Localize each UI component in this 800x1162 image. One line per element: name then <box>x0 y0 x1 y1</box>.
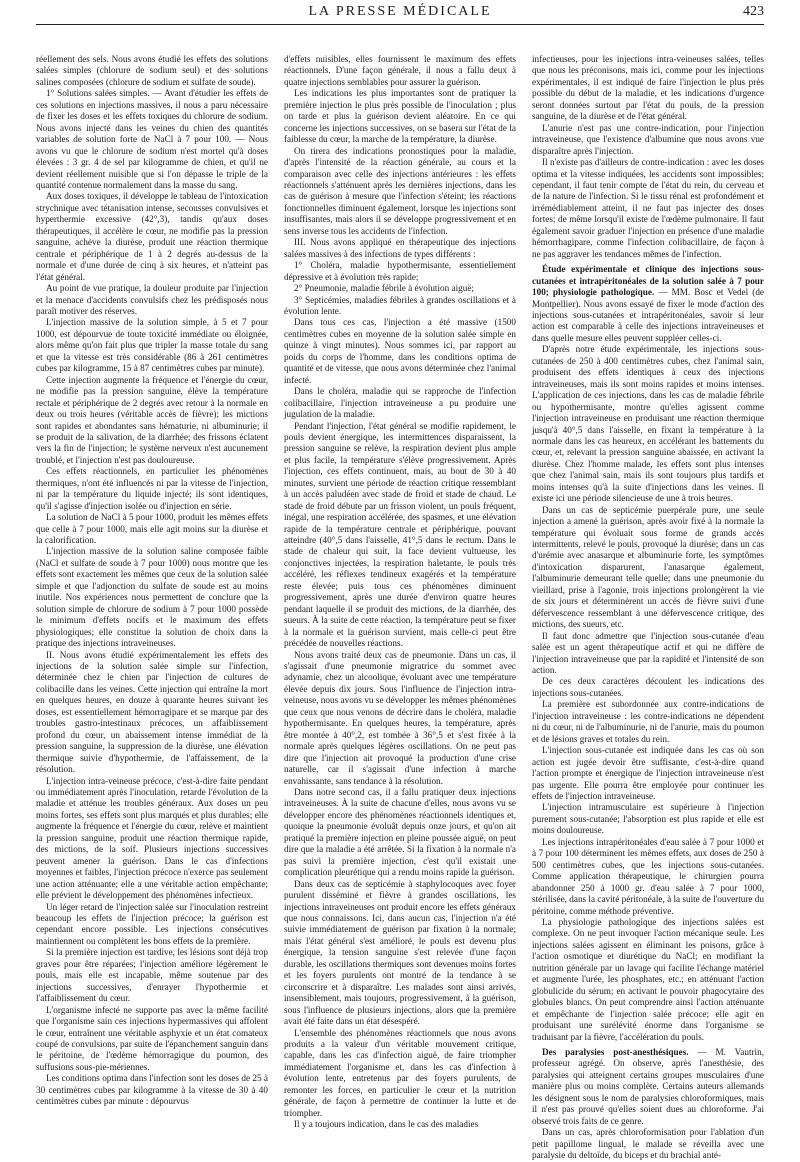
paragraph: L'injection intra-veineuse précoce, c'est-à-dire faite pendant ou immédiatement après l'inoculation, retarde l'évolution de la maladie et atténue les troubles généraux. Aux doses un peu moins fortes, ses effets sont plus marqués et plus durables; elle augmente la fréquence et l'énergie du cœur, relève et maintient la pression sanguine, produit une réaction thermique rapide, des mictions, de la soif. Plusieurs injections successives peuvent amener la guérison. Dans le cas d'infections moyennes et faibles, l'injection précoce n'exerce pas seulement une action atténuante; elle a une véritable action empêchante; elle prévient le développement des phénomènes infectieux. <box>36 775 268 901</box>
paragraph: Cette injection augmente la fréquence et l'énergie du cœur, ne modifie pas la pression sanguine, élève la température rectale et périphérique de 2 degrés avec retour à la normale en deux ou trois heures (véritable accès de fièvre); les mictions sont rapides et abondantes sans hématurie, ni albuminurie; il se produit de la salivation, de la diarrhée; des frissons éclatent vers la fin de l'injection; le système nerveux n'est aucunement troublé, et l'injection n'est pas douloureuse. <box>36 374 268 465</box>
paragraph: Dans un cas de septicémie puerpérale pure, une seule injection a amené la guérison, après avoir fixé à la normale la température qui évoluait sous forme de grands accès intermittents, relevé le pouls, provoqué la diurèse; dans un cas d'urémie avec anasarque et albuminurie forte, les symptômes d'intoxication disparurent, l'anasarque également, l'albuminurie demeurant telle quelle; dans une pneumonie du vieillard, prise à l'agonie, trois injections prolongèrent la vie de six jours et déterminèrent un accès de fièvre suivi d'une défervescence ressemblant à une défervescence critique, des mictions, des sueurs, etc. <box>532 504 764 630</box>
paragraph: La physiologie pathologique des injections salées est complexe. On ne peut invoquer l'action mécanique seule. Les injections salées agissent en éliminant les poisons, grâce à l'action osmotique et diurétique du NaCl; en modifiant la nutrition générale par un lavage qui facilite l'échange matériel et augmente l'urée, les phosphates, etc.; en atténuant l'action globulicide du sérum; en activant le pouvoir phagocytaire des globules blancs. On peut comprendre ainsi l'action atténuante et empêchante de l'injection salée précoce; elle agit en produisant une surélévité énorme dans l'organisme se traduisant par la fièvre, l'accélération du pouls. <box>532 916 764 1042</box>
paragraph: Au point de vue pratique, la douleur produite par l'injection et la menace d'accidents convulsifs chez les prédisposés nous paraît motiver des réserves. <box>36 283 268 316</box>
paragraph: Étude expérimentale et clinique des injections sous-cutanées et intrapéritonéales de la solution salée à 7 pour 100; physiologie pathologique. — MM. Bosc et Vedel (de Montpellier). Nous avons essayé de fixer le mode d'action des injections sous-cutanées et intrapéritonéales, savoir si leur action est comparable à celle des injections intraveineuses et dans quelle mesure elles peuvent suppléer celles-ci. <box>532 264 764 343</box>
paragraph: Il y a toujours indication, dans le cas des maladies <box>294 1119 479 1130</box>
paragraph: L'ensemble des phénomènes réactionnels que nous avons produits a la valeur d'un véritable mouvement critique, capable, dans les cas d'infection aiguë, de faire triompher immédiatement l'organisme et, dans les cas d'infection à évolution lente, entretenus par des foyers purulents, de remonter les forces, en particulier le cœur et la nutrition générale, de façon à permettre de continuer la lutte et de triompher. <box>284 1027 516 1118</box>
header-rule <box>36 24 764 25</box>
paragraph: 2° Pneumonie, maladie fébrile à évolution aiguë; <box>294 283 474 294</box>
paragraph: Aux doses toxiques, il développe le tableau de l'intoxication strychnique avec tétanisation intense, secousses convulsives et hyperthermie excessive (42°,3), tandis qu'aux doses thérapeutiques, il accélère le cœur, ne modifie pas la pression sanguine, achève la diurèse, produit une réaction thermique centrale et périphérique de 1 à 2 degrés au-dessus de la normale et d'une durée de cinq à six heures, et n'atteint pas l'état général. <box>36 191 268 282</box>
paragraph: Dans notre second cas, il a fallu pratiquer deux injections intraveineuses. À la suite de chacune d'elles, nous avons vu se développer encore des phénomènes réactionnels identiques et, quoique la pneumonie évoluât depuis onze jours, et qu'on ait pratiqué la première injection en pleine poussée aiguë, on peut dire que la maladie a été arrêtée. Si la fixation à la normale n'a pas suivi la première injection, c'est qu'il existait une complication pleurétique qui a rendu moins rapide la guérison. <box>284 787 516 878</box>
paragraph: III. Nous avons appliqué en thérapeutique des injections salées massives à des infections de types différents : <box>284 237 516 259</box>
paragraph: Ces effets réactionnels, en particulier les phénomènes thermiques, n'ont été influencés ni par la vitesse de l'injection, ni par la température du liquide injecté; ils sont identiques, qu'il s'agisse d'injection isolée ou d'injection en série. <box>36 466 268 511</box>
paragraph: infectieuses, pour les injections intra-veineuses salées, telles que nous les préconisons, mais ici, comme pour les injections expérimentales, il est indiqué de faire l'injection le plus près possible du début de la maladie, et les indications d'urgence seront données surtout par l'état du pouls, de la pression sanguine, de la diurèse et de l'état général. <box>532 54 764 122</box>
paragraph: Nous avons traité deux cas de pneumonie. Dans un cas, il s'agissait d'une pneumonie migratrice du sommet avec adynamie, chez un alcoolique, évoluant avec une température élevée depuis dix jours. Sous l'influence de l'injection intra-veineuse, nous avons vu se développer les mêmes phénomènes que ceux que nous venons de décrire dans le choléra, maladie hypothermisante. En quelques heures, la température, après être montée à 40°,2, est tombée à 36°,5 et s'est fixée à la normale après quelques légères oscillations. On ne peut pas dire que l'injection ait provoqué la production d'une crise naturelle, car il s'agissait d'une infection à marche envahissante, sans tendance à la résolution. <box>284 649 516 786</box>
paragraph: Dans deux cas de septicémie à staphylocoques avec foyer purulent disséminé et fièvre à grandes oscillations, les injections intraveineuses ont produit encore les effets généraux que nous connaissons. Ici, dans aucun cas, l'injection n'a été suivie immédiatement de guérison par fixation à la normale; mais l'état général s'est amélioré, le pouls est devenu plus énergique, la tension sanguine s'est relevée d'une façon durable, les oscillations thermiques sont devenues moins fortes et les foyers purulents ont montré de la tendance à se circonscrire et à disparaître. Les malades sont ainsi arrivés, insensiblement, mais toujours, progressivement, à la guérison, sous l'influence de plusieurs injections, alors que la première avait été faite dans un état désespéré. <box>284 878 516 1027</box>
text-column-right <box>532 54 764 1161</box>
paragraph: L'organisme infecté ne supporte pas avec la même facilité que l'organisme sain ces injections hypermassives qui affolent le cœur, entraînent une véritable asphyxie et un état comateux coupé de convulsions, par suite de l'épanchement sanguin dans le péritoine, de l'œdème hémorragique du poumon, des suffusions sous-pie-mériennes. <box>36 1004 268 1072</box>
paragraph: 3° Septicémies, maladies fébriles à grandes oscillations et à évolution lente. <box>284 294 516 316</box>
paragraph: 1° Solutions salées simples. — Avant d'étudier les effets de ces solutions en injections massives, il nous a paru nécessaire de fixer les doses et les effets toxiques du chlorure de sodium. Nous avons injecté dans les veines du chien des quantités variables de solution forte de NaCl à 7 pour 100. — Nous avons vu que le chlorure de sodium n'est mortel qu'à doses élevées : 3 gr. 4 de sel par kilogramme de chien, et qu'il ne devient réellement nuisible que si l'on dépasse le triple de la quantité contenue normalement dans la masse du sang. <box>36 88 268 190</box>
paragraph: d'effets nuisibles, elles fournissent le maximum des effets réactionnels. D'une façon générale, il nous a fallu deux à quatre injections semblables pour assurer la guérison. <box>284 54 516 87</box>
paragraph: La première est subordonnée aux contre-indications de l'injection intraveineuse : les contre-indications ne dépendent ni du cœur, ni de l'albuminurie, ni de l'anurie, mais du poumon et de lésions graves et totales du rein. <box>532 699 764 744</box>
paragraph: L'injection intramusculaire est supérieure à l'injection purement sous-cutanée; l'absorption est plus rapide et elle est moins douloureuse. <box>532 802 764 836</box>
paragraph: Dans tous ces cas, l'injection a été massive (1500 centimètres cubes en moyenne de la solution salée simple en quinze à vingt minutes). Nous sommes ici, par rapport au poids du corps de l'homme, dans les conditions optima de quantité et de vitesse, que nous avons déterminée chez l'animal infecté. <box>284 317 516 385</box>
paragraph: Dans le choléra, maladie qui se rapproche de l'infection colibacillaire, l'injection intraveineuse a pu produire une jugulation de la maladie. <box>284 386 516 420</box>
paragraph: Dans un cas, après chloroformisation pour l'ablation d'un petit papillome lingual, le malade se réveilla avec une paralysie du deltoïde, du biceps et du brachial anté- <box>532 1127 764 1161</box>
paragraph: L'anurie n'est pas une contre-indication, pour l'injection intraveineuse, que l'existence d'albumine que nous avons vue disparaître après l'injection. <box>532 122 764 156</box>
paragraph: Si la première injection est tardive, les lésions sont déjà trop graves pour être réparées; l'injection améliore légèrement le pouls, mais elle est incapable, même soutenue par des injections successives, d'enrayer l'hypothermie et l'affaiblissement du cœur. <box>36 947 268 1004</box>
paragraph: Les conditions optima dans l'infection sont les doses de 25 à 30 centimètres cubes par kilogramme à la vitesse de 30 à 40 centimètres cubes par minute : dépourvus <box>36 1073 268 1107</box>
page-number: 423 <box>743 4 764 19</box>
paragraph: On tirera des indications pronostiques pour la maladie, d'après l'intensité de la réaction générale, au cours et la comparaison avec celle des injections antérieures : les effets réactionnels s'atténuent après les dernières injections, dans les cas de guérison à mesure que l'infection s'éteint; les réactions fonctionnelles diminuent également, lorsque les injections sont insuffisantes, mais alors il se développe progressivement et en sens inverse tous les accidents de l'infection. <box>284 145 516 236</box>
page-header <box>36 4 764 22</box>
text-column-left <box>36 54 268 1107</box>
text-column-middle <box>284 54 516 1130</box>
paragraph: Les injections intrapéritonéales d'eau salée à 7 pour 1000 et à 7 pour 100 déterminent les mêmes effets, aux doses de 250 à 500 centimètres cubes, que les injections sous-cutanées. Comme application thérapeutique, le chirurgien pourra abandonner 250 à 1000 gr. d'eau salée à 7 pour 1000, stérilisée, dans la cavité péritonéale, à la suite de l'ouverture du péritoine, comme méthode préventive. <box>532 836 764 916</box>
paragraph: Un léger retard de l'injection salée sur l'inoculation restreint beaucoup les effets de l'injection précoce; la guérison est cependant encore possible. Les injections consécutives maintiennent ou complètent les bons effets de la première. <box>36 901 268 946</box>
paragraph: De ces deux caractères découlent les indications des injections sous-cutanées. <box>532 676 764 698</box>
paragraph: Il n'existe pas d'ailleurs de contre-indication : avec les doses optima et la vitesse indiquées, les accidents sont impossibles; cependant, il faut tenir compte de l'état du rein, du cerveau et de la nature de l'infection. Si le tissu rénal est profondément et irrémédiablement atteint, il ne faut pas injecter des doses fortes; de même lorsqu'il existe de l'œdème pulmonaire. Il faut également savoir graduer l'injection en présence d'une maladie hémorrhagipare, comme l'infection colibacillaire, de façon à ne pas aggraver les tendances mêmes de l'infection. <box>532 157 764 259</box>
paragraph: L'injection massive de la solution simple, à 5 et 7 pour 1000, est dépourvue de toute toxicité immédiate ou éloignée, alors même qu'on fait plus que tripler la masse totale du sang et que la vitesse est très considérable (86 à 261 centimètres cubes par kilogramme, 15 à 87 centimètres cubes par minute). <box>36 317 268 374</box>
paragraph: Des paralysies post-anesthésiques. — M. Vautrin, professeur agrégé. On observe, après l'anesthésie, des paralysies qui atteignent certains groupes musculaires d'une manière plus ou moins complète. Certains auteurs allemands les désignent sous le nom de paralysies chloroformiques, mais il n'est pas prouvé qu'elles soient dues au chloroforme. J'ai observé trois faits de ce genre. <box>532 1046 764 1126</box>
paragraph: Les indications les plus importantes sont de pratiquer la première injection le plus près possible de l'inoculation ; plus on tarde et plus la guérison devient aléatoire. En ce qui concerne les injections successives, on se basera sur l'état de la faiblesse du cœur, la marche de la température, la diurèse. <box>284 88 516 145</box>
paragraph: La solution de NaCl à 5 pour 1000, produit les mêmes effets que celle à 7 pour 1000, mais elle agit moins sur la diurèse et la calorification. <box>36 512 268 546</box>
paragraph: II. Nous avons étudié expérimentalement les effets des injections de la solution salée simple sur l'infection, déterminée chez le chien par l'injection de cultures de colibacille dans les veines. Cette injection qui entraîne la mort en quelques heures, en douze à quarante heures suivant les doses, est essentiellement hémorragipare et se marque par des troubles gastro-intestinaux précoces, un affaiblissement profond du cœur, un abaissement intense immédiat de la pression sanguine, la suppression de la diurèse, une élévation thermique suivie d'hypothermie, de l'affaissement, de la résolution. <box>36 649 268 775</box>
paragraph: Pendant l'injection, l'état général se modifie rapidement, le pouls devient énergique, les intermittences disparaissent, la pression sanguine se relève, la respiration devient plus ample et plus facile, la température s'élève progressivement. Après l'injection, ces effets continuent, mais, au bout de 30 à 40 minutes, survient une période de réaction critique ressemblant à un accès paludéen avec stade de froid et stade de chaud. Le stade de froid débute par un frisson violent, un pouls fréquent, inégal, une respiration accélérée, des spasmes, et une élévation rapide de la température centrale et périphérique, pouvant atteindre (40°,5 dans l'aisselle, 41°,5 dans le rectum. Dans le stade de chaleur qui suit, la face devient vultueuse, les conjonctives injectées, la respiration haletante, le pouls très accéléré, les réflexes tendineux exagérés et la température reste élevée; puis tous ces phénomènes diminuent progressivement, après une durée d'environ quatre heures pendant laquelle il se produit des mictions, de la diarrhée, des sueurs. À la suite de cette réaction, la température peut se fixer à la normale et la guérison survient, mais celle-ci peut être précédée de nouvelles réactions. <box>284 420 516 649</box>
paragraph: 1° Choléra, maladie hypothermisante, essentiellement dépressive et à évolution très rapide; <box>284 260 516 282</box>
paragraph: Il faut donc admettre que l'injection sous-cutanée d'eau salée est un agent thérapeutique actif et qui ne diffère de l'injection intraveineuse que par la rapidité et l'intensité de son action. <box>532 630 764 676</box>
paragraph: L'injection sous-cutanée est indiquée dans les cas où son action est jugée devoir être suffisante, c'est-à-dire quand l'action prompte et énergique de l'injection intraveineuse n'est pas urgente. Elle pourra être employée pour continuer les effets de l'injection intraveineuse. <box>532 745 764 801</box>
journal-title: LA PRESSE MÉDICALE <box>308 4 492 19</box>
paragraph: réellement des sels. Nous avons étudié les effets des solutions salées simples (chlorure de sodium seul) et des solutions salines composées (chlorure de sodium et sulfate de soude). <box>36 54 268 87</box>
paragraph: D'après notre étude expérimentale, les injections sous-cutanées de 250 à 400 centimètres cubes, chez l'animal sain, produisent des effets identiques à ceux des injections intraveineuses, mais ils sont moins rapides et moins intenses. L'application de ces injections, dans les cas de maladie fébrile ou hypothermisante, montre qu'elles agissent comme l'injection intraveineuse en produisant une réaction thermique jusqu'à 40°,5 dans l'aisselle, en fixant la température à la normale dans les cas heureux, en accélérant les battements du cœur, et, relevant la pression sanguine abaissée, en activant la diurèse. Chez l'homme malade, les effets sont plus intenses que chez l'animal sain, mais ils sont toujours plus tardifs et moins intenses qu'à la suite d'injections dans les veines. Il existe ici une période silencieuse de une à trois heures. <box>532 344 764 504</box>
paragraph: L'injection massive de la solution saline composée faible (NaCl et sulfate de soude à 7 pour 1000) nous montre que les effets sont exactement les mêmes que ceux de la solution salée simple et que l'adjonction du sulfate de soude est au moins inutile. Nos expériences nous permettent de conclure que la solution simple de chlorure de sodium à 7 pour 1000 possède le minimum d'effets nocifs et le maximum des effets physiologiques; elle constitue la solution de choix dans la pratique des injections intraveineuses. <box>36 546 268 649</box>
